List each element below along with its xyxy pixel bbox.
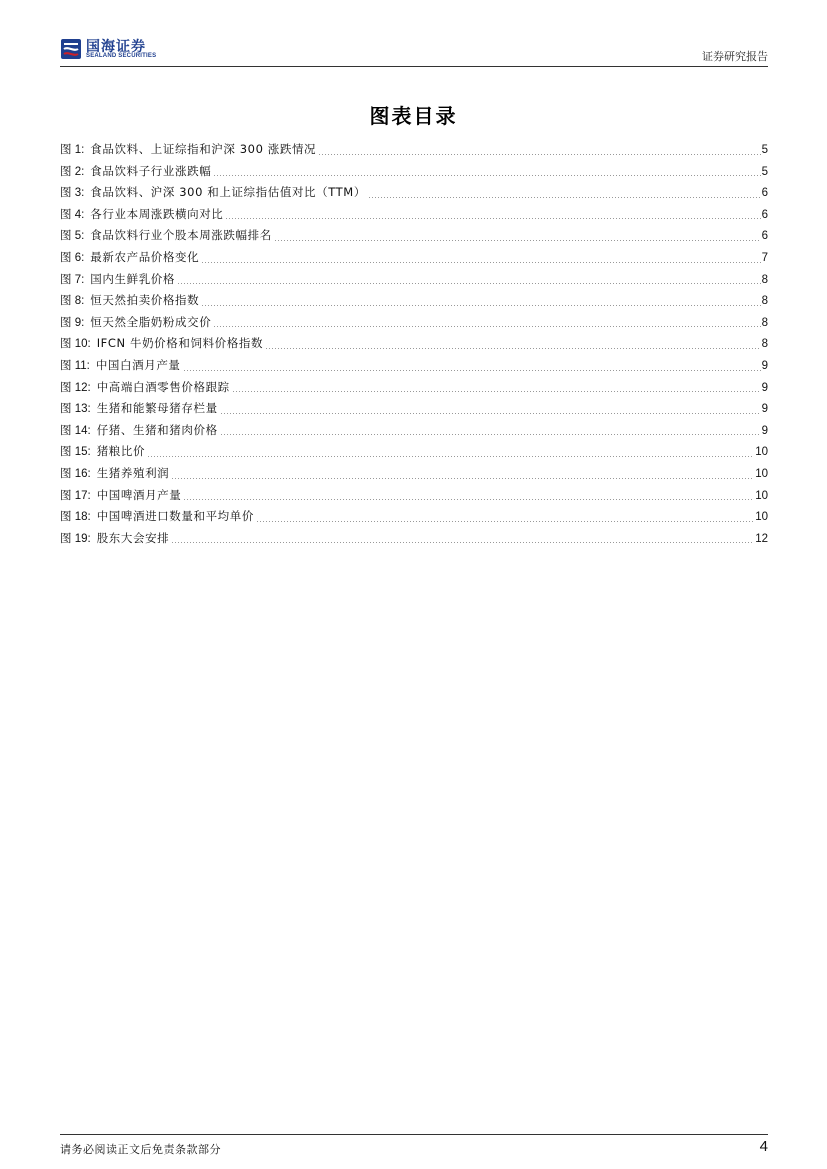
toc-entry-title: 食品饮料行业个股本周涨跌幅排名 — [90, 228, 272, 243]
toc-entry-number: 图 8: — [60, 295, 85, 308]
toc-dot-leader — [171, 542, 754, 543]
toc-entry[interactable] — [60, 485, 768, 507]
toc-entry-title: 最新农产品价格变化 — [90, 249, 200, 264]
toc-dot-leader — [201, 305, 760, 306]
toc-entry-title: 恒天然拍卖价格指数 — [90, 293, 200, 308]
toc-entry[interactable] — [60, 506, 768, 528]
toc-entry-title: 国内生鲜乳价格 — [90, 271, 175, 286]
toc-entry-number: 图 10: — [60, 338, 91, 351]
logo-chinese-name: 国海证券 — [86, 39, 146, 55]
toc-entry-number: 图 5: — [60, 230, 85, 243]
toc-entry-page: 10 — [755, 511, 768, 524]
toc-entry-title: 仔猪、生猪和猪肉价格 — [96, 422, 218, 437]
toc-entry-number: 图 1: — [60, 144, 85, 156]
toc-entry-number: 图 15: — [60, 446, 91, 459]
toc-entry-number: 图 14: — [60, 424, 91, 437]
toc-entry-title: 猪粮比价 — [96, 444, 146, 459]
toc-dot-leader — [220, 413, 761, 414]
toc-dot-leader — [274, 240, 761, 241]
toc-entry-page: 12 — [755, 532, 768, 545]
toc-entry-page: 5 — [761, 144, 768, 156]
toc-dot-leader — [147, 456, 754, 457]
toc-entry-page: 10 — [755, 446, 768, 459]
toc-entry-title: 食品饮料、上证综指和沪深 300 涨跌情况 — [90, 142, 317, 156]
toc-entry-number: 图 11: — [60, 359, 90, 372]
toc-dot-leader — [213, 326, 760, 327]
toc-dot-leader — [232, 391, 761, 392]
toc-entry[interactable] — [60, 398, 768, 420]
toc-entry[interactable] — [60, 290, 768, 312]
toc-entry-number: 图 6: — [60, 251, 85, 264]
header-divider — [60, 66, 768, 67]
toc-entry-page: 8 — [761, 338, 768, 351]
toc-entry-title: 中国啤酒进口数量和平均单价 — [96, 509, 254, 524]
toc-entry[interactable] — [60, 269, 768, 291]
toc-entry[interactable] — [60, 463, 768, 485]
toc-entry[interactable] — [60, 204, 768, 226]
toc-entry[interactable] — [60, 225, 768, 247]
toc-dot-leader — [318, 154, 760, 155]
toc-entry[interactable] — [60, 247, 768, 269]
toc-entry-title: 生猪和能繁母猪存栏量 — [96, 401, 218, 416]
toc-entry[interactable] — [60, 355, 768, 377]
toc-dot-leader — [213, 175, 760, 176]
toc-entry[interactable] — [60, 161, 768, 183]
toc-entry-page: 7 — [761, 251, 768, 264]
logo-english-name: SEALAND SECURITIES — [86, 53, 157, 59]
toc-entry-number: 图 13: — [60, 403, 91, 416]
toc-dot-leader — [256, 521, 754, 522]
toc-title: 图表目录 — [369, 104, 458, 128]
toc-entry-number: 图 7: — [60, 273, 85, 286]
toc-entry-title: 中国白酒月产量 — [95, 357, 181, 372]
toc-entry-title: 食品饮料、沪深 300 和上证综指估值对比（TTM） — [90, 185, 366, 200]
toc-entry-page: 9 — [761, 381, 768, 394]
toc-entry-title: 中国啤酒月产量 — [96, 487, 182, 502]
toc-entry[interactable] — [60, 528, 768, 550]
toc-entry-number: 图 4: — [60, 208, 85, 221]
toc-entry-page: 8 — [761, 273, 768, 286]
page-header — [60, 36, 768, 66]
report-type-label: 证券研究报告 — [702, 50, 768, 63]
toc-entry-number: 图 16: — [60, 467, 91, 480]
toc-entry-page: 10 — [755, 489, 768, 502]
toc-entry[interactable] — [60, 441, 768, 463]
toc-entry-page: 9 — [761, 403, 768, 416]
toc-entry[interactable] — [60, 420, 768, 442]
toc-entry-title: 股东大会安排 — [96, 530, 170, 545]
figure-index-list — [60, 139, 768, 549]
footer-divider — [60, 1134, 768, 1135]
toc-entry-page: 6 — [761, 230, 768, 243]
toc-entry-number: 图 17: — [60, 489, 91, 502]
toc-dot-leader — [201, 262, 760, 263]
footer-disclaimer: 请务必阅读正文后免责条款部分 — [60, 1143, 221, 1156]
toc-entry-page: 5 — [761, 165, 768, 178]
toc-entry-page: 9 — [761, 424, 768, 437]
toc-dot-leader — [177, 283, 761, 284]
toc-entry-number: 图 12: — [60, 381, 91, 394]
toc-entry-page: 6 — [761, 187, 768, 200]
toc-entry-page: 9 — [761, 359, 768, 372]
toc-dot-leader — [171, 478, 754, 479]
page-number: 4 — [759, 1138, 768, 1155]
toc-dot-leader — [183, 370, 761, 371]
toc-dot-leader — [183, 499, 754, 500]
toc-entry[interactable] — [60, 312, 768, 334]
toc-entry-title: 食品饮料子行业涨跌幅 — [90, 163, 212, 178]
toc-entry-number: 图 3: — [60, 187, 85, 200]
toc-entry-title: 中高端白酒零售价格跟踪 — [96, 379, 230, 394]
company-logo — [60, 36, 230, 64]
toc-dot-leader — [368, 197, 761, 198]
toc-entry-number: 图 2: — [60, 165, 85, 178]
toc-entry[interactable] — [60, 377, 768, 399]
toc-entry-number: 图 19: — [60, 532, 91, 545]
toc-entry-number: 图 18: — [60, 511, 91, 524]
toc-entry-number: 图 9: — [60, 316, 85, 329]
toc-entry-title: 各行业本周涨跌横向对比 — [90, 206, 224, 221]
toc-dot-leader — [265, 348, 761, 349]
toc-entry-page: 10 — [755, 467, 768, 480]
sealand-logo-icon — [60, 38, 82, 60]
toc-dot-leader — [220, 434, 761, 435]
toc-entry-page: 8 — [761, 316, 768, 329]
toc-entry-title: 恒天然全脂奶粉成交价 — [90, 314, 212, 329]
toc-entry[interactable] — [60, 182, 768, 204]
toc-entry[interactable] — [60, 333, 768, 355]
toc-dot-leader — [225, 218, 760, 219]
toc-entry-page: 8 — [761, 295, 768, 308]
toc-entry-title: 生猪养殖利润 — [96, 465, 170, 480]
toc-entry-title: IFCN 牛奶价格和饲料价格指数 — [96, 336, 264, 351]
toc-entry-page: 6 — [761, 208, 768, 221]
toc-entry[interactable] — [60, 139, 768, 161]
